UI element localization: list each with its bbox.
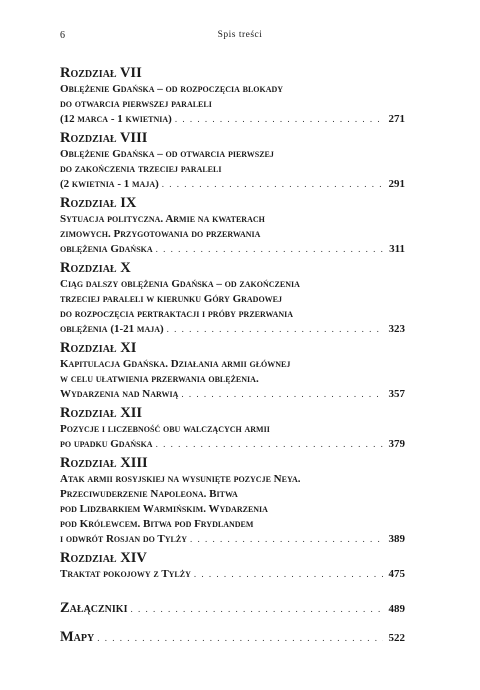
chapter-title-last-line	[60, 177, 405, 192]
maps-label: Mapy	[60, 629, 95, 645]
chapter-title-line: pod Lidzbarkiem Warmińskim. Wydarzenia	[60, 503, 268, 515]
chapter-title-line: do otwarcia pierwszej paraleli	[60, 98, 212, 110]
toc-entry-chapter[interactable]	[60, 455, 405, 547]
chapter-title-last-line	[60, 242, 405, 257]
dot-leader	[156, 437, 383, 452]
chapter-title-line: Oblężenie Gdańska – od otwarcia pierwszej	[60, 148, 274, 160]
appendices-label: Załączniki	[60, 600, 128, 616]
chapter-page-number: 357	[388, 388, 405, 400]
chapter-title-line: Wydarzenia nad Narwią	[60, 388, 179, 400]
maps-page: 522	[388, 632, 405, 644]
chapter-page-number: 475	[388, 568, 405, 580]
dot-leader	[130, 600, 382, 618]
toc-entry-chapter[interactable]	[60, 65, 405, 127]
appendices-page: 489	[388, 603, 405, 615]
dot-leader	[194, 567, 383, 582]
chapter-title-line: Sytuacja polityczna. Armie na kwaterach	[60, 213, 265, 225]
chapter-list	[60, 65, 405, 582]
chapter-title-last-line	[60, 567, 405, 582]
chapter-page-number: 323	[388, 323, 405, 335]
toc-entry-chapter[interactable]	[60, 405, 405, 452]
chapter-page-number: 291	[388, 178, 405, 190]
chapter-label: Rozdział XI	[60, 340, 137, 356]
toc-entry-chapter[interactable]	[60, 340, 405, 402]
chapter-title-last-line	[60, 437, 405, 452]
dot-leader	[167, 322, 383, 337]
toc-entry-appendices[interactable]	[60, 599, 405, 618]
chapter-title-line: w celu ułatwienia przerwania oblężenia.	[60, 373, 259, 385]
chapter-title-line: oblężenia Gdańska	[60, 243, 153, 255]
toc-entry-chapter[interactable]	[60, 260, 405, 337]
chapter-title-line: (2 kwietnia - 1 maja)	[60, 178, 159, 190]
chapter-label: Rozdział VIII	[60, 130, 148, 146]
chapter-page-number: 379	[388, 438, 405, 450]
dot-leader	[97, 629, 382, 647]
dot-leader	[162, 177, 383, 192]
chapter-title-last-line	[60, 532, 405, 547]
page-number: 6	[60, 30, 65, 41]
chapter-title-last-line	[60, 112, 405, 127]
chapter-page-number: 311	[389, 243, 405, 255]
chapter-title-line: Traktat pokojowy z Tylży	[60, 568, 191, 580]
chapter-title-line: Kapitulacja Gdańska. Działania armii głównej	[60, 358, 291, 370]
toc-entry-chapter[interactable]	[60, 130, 405, 192]
dot-leader	[190, 532, 383, 547]
chapter-title-line: Atak armii rosyjskiej na wysunięte pozycje Neya.	[60, 473, 301, 485]
chapter-title-last-line	[60, 322, 405, 337]
dot-leader	[156, 242, 383, 257]
chapter-title-line: trzeciej paraleli w kierunku Góry Gradowej	[60, 293, 283, 305]
chapter-title-line: do zakończenia trzeciej paraleli	[60, 163, 222, 175]
running-title: Spis treści	[217, 30, 263, 40]
chapter-title-line: Pozycje i liczebność obu walczących armii	[60, 423, 270, 435]
dot-leader	[181, 387, 382, 402]
chapter-title-line: (12 marca - 1 kwietnia)	[60, 113, 172, 125]
chapter-title-line: po upadku Gdańska	[60, 438, 153, 450]
table-of-contents	[60, 65, 405, 647]
chapter-label: Rozdział X	[60, 260, 131, 276]
chapter-page-number: 271	[388, 113, 405, 125]
chapter-title-line: Oblężenie Gdańska – od rozpoczęcia blokady	[60, 83, 284, 95]
chapter-title-line: Przeciwuderzenie Napoleona. Bitwa	[60, 488, 238, 500]
chapter-label: Rozdział XII	[60, 405, 142, 421]
chapter-title-last-line	[60, 387, 405, 402]
chapter-title-line: pod Królewcem. Bitwa pod Frydlandem	[60, 518, 254, 530]
toc-entry-maps[interactable]	[60, 628, 405, 647]
chapter-title-line: i odwrót Rosjan do Tylży	[60, 533, 187, 545]
chapter-title-line: zimowych. Przygotowania do przerwania	[60, 228, 261, 240]
chapter-title-line: do rozpoczęcia pertraktacji i próby przerwania	[60, 308, 294, 320]
chapter-label: Rozdział IX	[60, 195, 137, 211]
chapter-label: Rozdział VII	[60, 65, 142, 81]
chapter-title-line: Ciąg dalszy oblężenia Gdańska – od zakończenia	[60, 278, 300, 290]
toc-entry-chapter[interactable]	[60, 550, 405, 582]
chapter-page-number: 389	[388, 533, 405, 545]
chapter-label: Rozdział XIII	[60, 455, 148, 471]
chapter-label: Rozdział XIV	[60, 550, 147, 566]
chapter-title-line: oblężenia (1-21 maja)	[60, 323, 164, 335]
toc-entry-chapter[interactable]	[60, 195, 405, 257]
dot-leader	[175, 112, 383, 127]
running-head	[0, 30, 480, 46]
